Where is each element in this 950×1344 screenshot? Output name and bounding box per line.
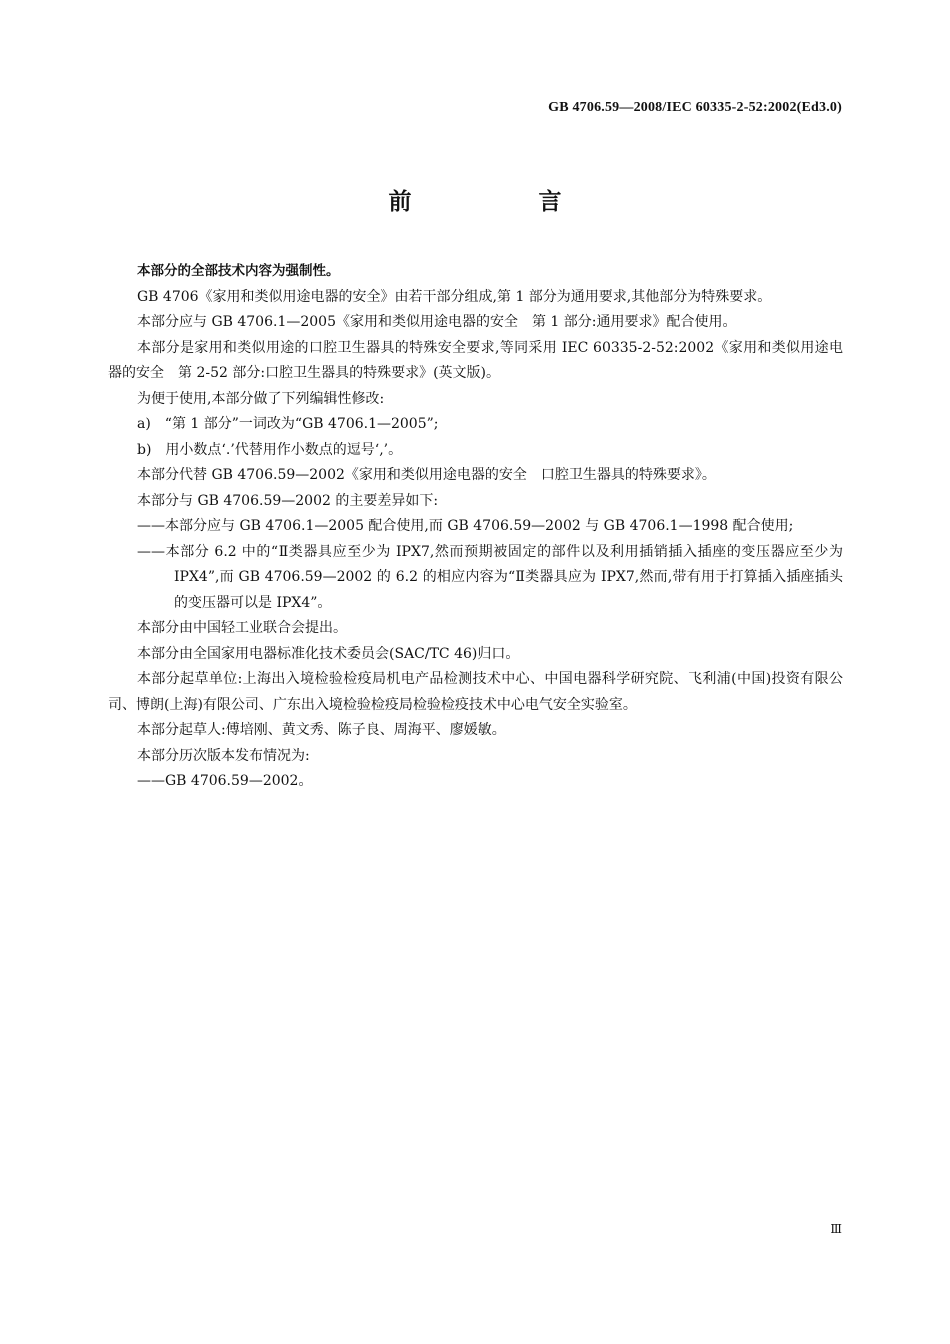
list-item-b: b) 用小数点‘.’代替用作小数点的逗号‘,’。	[137, 441, 403, 458]
document-body	[108, 259, 843, 795]
paragraph-series-composition: GB 4706《家用和类似用途电器的安全》由若干部分组成,第 1 部分为通用要求,其他部分为特殊要求。	[137, 288, 772, 305]
paragraph-history-intro: 本部分历次版本发布情况为:	[137, 747, 310, 764]
paragraph-proposed-by: 本部分由中国轻工业联合会提出。	[137, 620, 347, 636]
standard-code-header: GB 4706.59—2008/IEC 60335-2-52:2002(Ed3.0)	[548, 100, 842, 115]
paragraph-use-with: 本部分应与 GB 4706.1—2005《家用和类似用途电器的安全 第 1 部分:通用要求》配合使用。	[137, 314, 737, 330]
paragraph-drafting-units: 本部分起草单位:上海出入境检验检疫局机电产品检测技术中心、中国电器科学研究院、飞利浦(中国)投资有限公司、博朗(上海)有限公司、广东出入境检验检疫局检验检疫技术中心电气安全实验室。	[108, 671, 843, 713]
list-item-a: a) “第 1 部分”一词改为“GB 4706.1—2005”;	[137, 416, 439, 432]
paragraph-replaces: 本部分代替 GB 4706.59—2002《家用和类似用途电器的安全 口腔卫生器具的特殊要求》。	[137, 467, 716, 483]
history-item: ——GB 4706.59—2002。	[137, 773, 313, 789]
paragraph-differences-intro: 本部分与 GB 4706.59—2002 的主要差异如下:	[137, 492, 439, 509]
difference-item-1: ——本部分应与 GB 4706.1—2005 配合使用,而 GB 4706.59—2002 与 GB 4706.1—1998 配合使用;	[137, 518, 794, 534]
paragraph-under-jurisdiction: 本部分由全国家用电器标准化技术委员会(SAC/TC 46)归口。	[137, 645, 520, 662]
paragraph-drafters: 本部分起草人:傅培刚、黄文秀、陈子良、周海平、廖媛敏。	[137, 722, 506, 738]
mandatory-statement: 本部分的全部技术内容为强制性。	[137, 263, 340, 279]
paragraph-editorial-intro: 为便于使用,本部分做了下列编辑性修改:	[137, 390, 385, 407]
difference-item-2: ——本部分 6.2 中的“Ⅱ类器具应至少为 IPX7,然而预期被固定的部件以及利用插销插入插座的变压器应至少为 IPX4”,而 GB 4706.59—2002 的 6.2 的相应内容为“Ⅱ类器具应为 IPX7,然而,带有用于打算插入插座插头的变压器可以是 IPX4”。	[137, 543, 843, 611]
page-title: 前 言	[388, 189, 614, 215]
paragraph-scope: 本部分是家用和类似用途的口腔卫生器具的特殊安全要求,等同采用 IEC 60335-2-52:2002《家用和类似用途电器的安全 第 2-52 部分:口腔卫生器具的特殊要求》(英文版)。	[108, 339, 843, 381]
page-number: Ⅲ	[830, 1222, 842, 1236]
